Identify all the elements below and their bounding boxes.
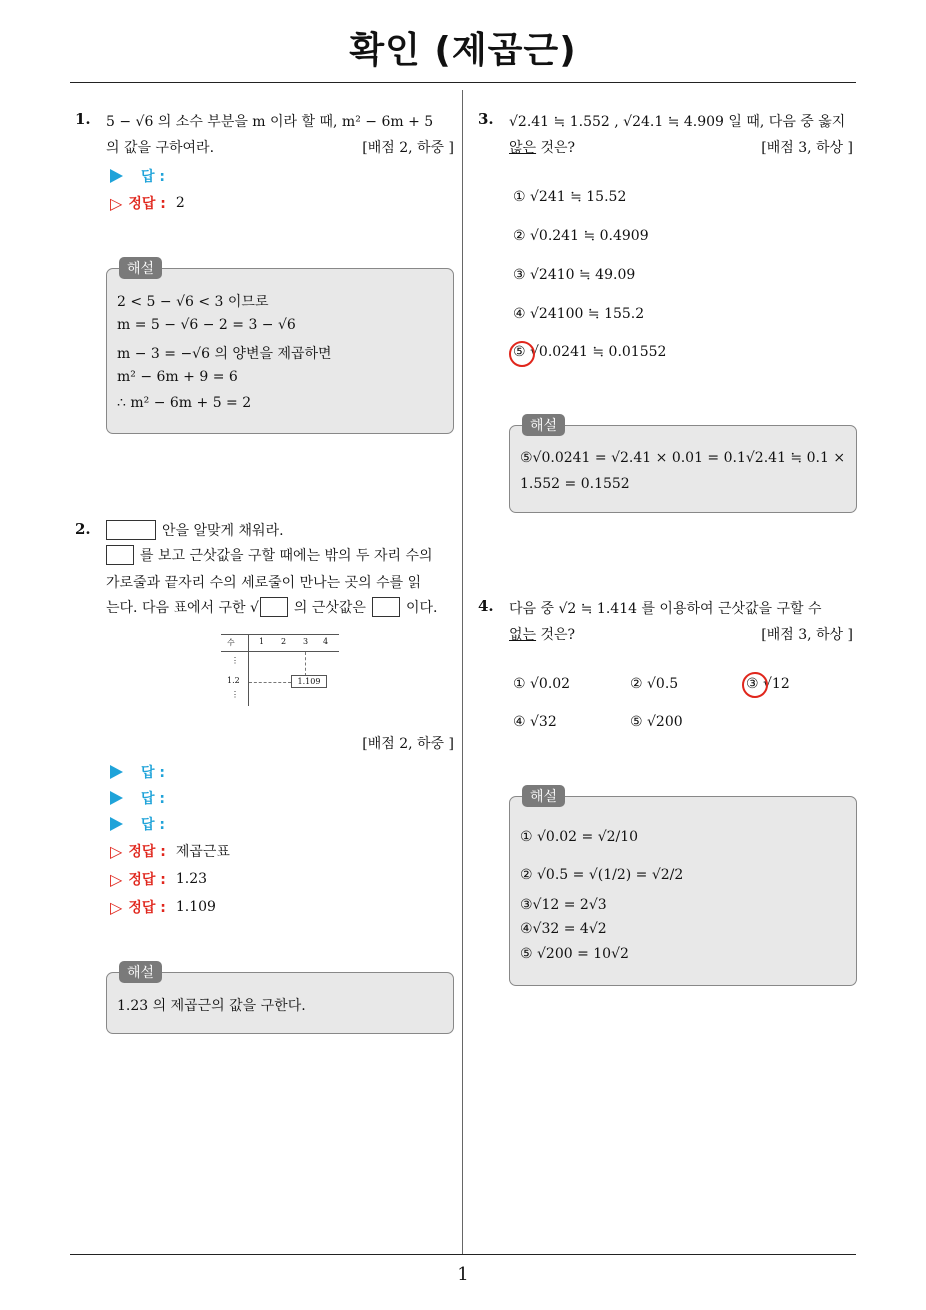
correct-value: 1.23 xyxy=(175,871,208,887)
bottom-rule xyxy=(70,1254,856,1255)
explanation-tag: 해설 xyxy=(119,257,162,279)
q3-option-1[interactable]: ① √241 ≒ 15.52 xyxy=(513,189,627,205)
top-rule xyxy=(70,82,856,83)
q4-meta: [배점 3, 하상 ] xyxy=(761,627,853,643)
q3-explanation-box xyxy=(509,418,857,513)
q3-meta: [배점 3, 하상 ] xyxy=(761,140,853,156)
answer-blank[interactable] xyxy=(106,545,134,565)
q2-line4b: 의 근삿값은 xyxy=(293,600,366,616)
table-header-cell: 3 xyxy=(303,637,309,646)
q3-line2a: 않은 xyxy=(509,140,537,156)
triangle-icon xyxy=(110,765,123,779)
q4-number: 4. xyxy=(478,597,494,615)
q3-line2-row xyxy=(509,137,575,157)
explain-line: 1.552 = 0.1552 xyxy=(520,476,630,492)
correct-value: 제곱근표 xyxy=(175,844,230,860)
q1-line2: 의 값을 구하여라. xyxy=(106,140,215,156)
q4-explanation-box xyxy=(509,789,857,986)
q3-option-3[interactable]: ③ √2410 ≒ 49.09 xyxy=(513,267,636,283)
q1-correct-row xyxy=(110,193,185,213)
explain-line: ④√32 = 4√2 xyxy=(520,921,607,937)
q4-line1: 다음 중 √2 ≒ 1.414 를 이용하여 근삿값을 구할 수 xyxy=(509,601,822,617)
correct-label: 정답 : xyxy=(128,872,166,888)
q4-option-4[interactable]: ④ √32 xyxy=(513,714,557,730)
q1-answer-row[interactable] xyxy=(110,166,165,186)
explain-line: m = 5 − √6 − 2 = 3 − √6 xyxy=(117,317,296,333)
explanation-tag: 해설 xyxy=(522,785,565,807)
q4-option-1[interactable]: ① √0.02 xyxy=(513,676,571,692)
answer-mark-circle xyxy=(509,341,535,367)
q3-option-4[interactable]: ④ √24100 ≒ 155.2 xyxy=(513,306,645,322)
q4-line2-row xyxy=(509,624,575,644)
answer-label: 답 : xyxy=(141,817,165,833)
explain-line: m² − 6m + 9 = 6 xyxy=(117,369,238,385)
table-dots: ⋮ xyxy=(231,656,239,665)
q3-line1: √2.41 ≒ 1.552 , √24.1 ≒ 4.909 일 때, 다음 중 옳지 xyxy=(509,114,846,130)
outline-triangle-icon: ▷ xyxy=(110,193,123,213)
sqrt-table xyxy=(221,634,339,706)
q2-line2-row xyxy=(106,545,433,565)
explain-line: ① √0.02 = √2/10 xyxy=(520,829,639,845)
q2-line4a: 는다. 다음 표에서 구한 √ xyxy=(106,600,259,616)
q2-number: 2. xyxy=(75,520,91,538)
q3-option-5[interactable]: ⑤ √0.0241 ≒ 0.01552 xyxy=(513,344,667,360)
q2-line1: 안을 알맞게 채워라. xyxy=(162,523,284,539)
q2-meta: [배점 2, 하중 ] xyxy=(362,736,454,752)
explain-line: m − 3 = −√6 의 양변을 제곱하면 xyxy=(117,346,332,362)
answer-label: 답 : xyxy=(141,169,165,185)
q2-line4c: 이다. xyxy=(405,600,438,616)
table-header-cell: 2 xyxy=(281,637,287,646)
q2-line1-row xyxy=(106,520,284,540)
correct-value: 1.109 xyxy=(175,899,216,915)
explain-line: ∴ m² − 6m + 5 = 2 xyxy=(117,395,252,411)
explain-line: ⑤ √200 = 10√2 xyxy=(520,946,629,962)
correct-label: 정답 : xyxy=(128,900,166,916)
q2-answer-row[interactable] xyxy=(110,814,165,834)
q3-line2b: 것은? xyxy=(536,140,576,156)
q2-explanation-box xyxy=(106,965,454,1034)
q2-correct-row xyxy=(110,841,230,861)
explain-line: ③√12 = 2√3 xyxy=(520,897,607,913)
q2-line2: 를 보고 근삿값을 구할 때에는 밖의 두 자리 수의 xyxy=(140,548,433,564)
column-divider xyxy=(462,90,463,1255)
correct-label: 정답 : xyxy=(128,844,166,860)
q1-explanation-box xyxy=(106,261,454,434)
q2-answer-row[interactable] xyxy=(110,762,165,782)
answer-label: 답 : xyxy=(141,791,165,807)
answer-blank[interactable] xyxy=(372,597,400,617)
table-header-cell: 4 xyxy=(323,637,329,646)
page-number: 1 xyxy=(457,1264,469,1285)
q2-correct-row xyxy=(110,869,207,889)
table-value: 1.109 xyxy=(291,675,327,688)
explain-line: ⑤√0.0241 = √2.41 × 0.01 = 0.1√2.41 ≒ 0.1 × xyxy=(520,450,846,466)
answer-blank[interactable] xyxy=(260,597,288,617)
q1-line1: 5 − √6 의 소수 부분을 m 이라 할 때, m² − 6m + 5 xyxy=(106,114,434,130)
q2-line4-row xyxy=(106,597,437,617)
answer-label: 답 : xyxy=(141,765,165,781)
explain-line: 1.23 의 제곱근의 값을 구한다. xyxy=(117,998,306,1014)
q4-line2b: 것은? xyxy=(536,627,576,643)
q1-meta: [배점 2, 하중 ] xyxy=(362,140,454,156)
explain-line: ② √0.5 = √(1/2) = √2/2 xyxy=(520,867,684,883)
table-header-cell: 수 xyxy=(227,638,235,647)
explain-line: 2 < 5 − √6 < 3 이므로 xyxy=(117,294,269,310)
triangle-icon xyxy=(110,169,123,183)
q2-line3: 가로줄과 끝자리 수의 세로줄이 만나는 곳의 수를 읽 xyxy=(106,575,422,591)
q4-option-2[interactable]: ② √0.5 xyxy=(630,676,679,692)
explanation-tag: 해설 xyxy=(119,961,162,983)
q4-line2a: 없는 xyxy=(509,627,537,643)
triangle-icon xyxy=(110,817,123,831)
outline-triangle-icon: ▷ xyxy=(110,841,123,861)
answer-mark-circle xyxy=(742,672,768,698)
table-dots: ⋮ xyxy=(231,690,239,699)
answer-blank[interactable] xyxy=(106,520,156,540)
q1-number: 1. xyxy=(75,110,91,128)
q3-option-2[interactable]: ② √0.241 ≒ 0.4909 xyxy=(513,228,649,244)
q2-correct-row xyxy=(110,897,216,917)
q4-option-5[interactable]: ⑤ √200 xyxy=(630,714,683,730)
table-row-label: 1.2 xyxy=(227,676,240,685)
correct-label: 정답 : xyxy=(128,196,166,212)
q2-answer-row[interactable] xyxy=(110,788,165,808)
explanation-tag: 해설 xyxy=(522,414,565,436)
page-title: 확인 (제곱근) xyxy=(349,30,577,71)
table-header-cell: 1 xyxy=(259,637,265,646)
outline-triangle-icon: ▷ xyxy=(110,869,123,889)
q4-option-3[interactable]: ③ √12 xyxy=(746,676,790,692)
triangle-icon xyxy=(110,791,123,805)
q3-number: 3. xyxy=(478,110,494,128)
correct-value: 2 xyxy=(175,195,185,211)
outline-triangle-icon: ▷ xyxy=(110,897,123,917)
